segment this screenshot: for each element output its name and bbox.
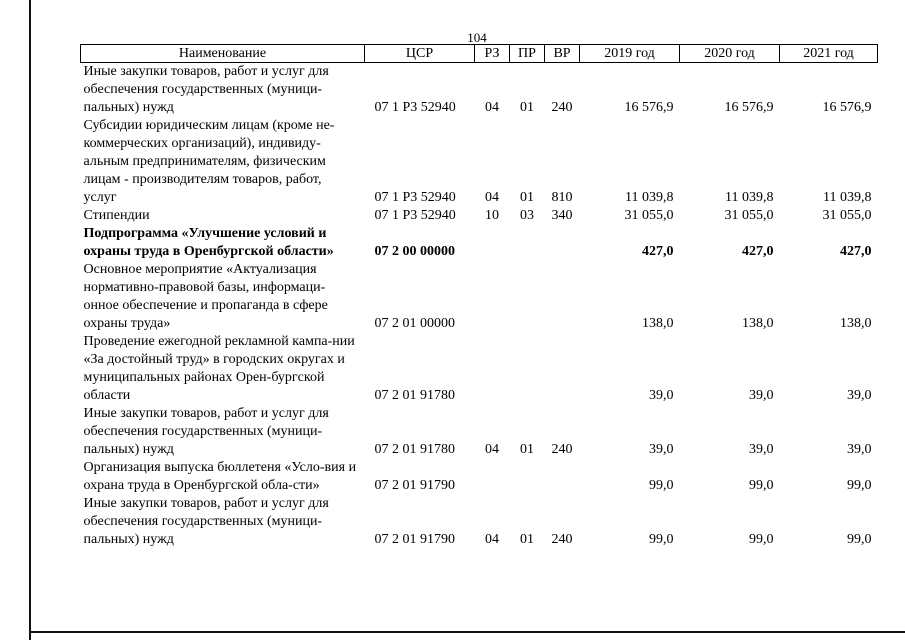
table-row [81, 405, 878, 459]
cell-2020: 138,0 [742, 316, 774, 331]
scan-left-edge [29, 0, 31, 640]
table-row [81, 261, 878, 333]
cell-2021: 99,0 [847, 478, 872, 493]
cell-pr [510, 225, 545, 261]
cell-pr: 01 [520, 100, 534, 115]
cell-rz: 04 [485, 100, 499, 115]
header-rz: РЗ [475, 45, 510, 63]
header-2021: 2021 год [780, 45, 878, 63]
header-name: Наименование [81, 45, 365, 63]
cell-pr: 01 [520, 532, 534, 547]
cell-pr [510, 459, 545, 495]
cell-2021: 138,0 [840, 316, 872, 331]
cell-2021: 16 576,9 [822, 100, 872, 115]
cell-2020: 99,0 [749, 532, 774, 547]
table-row [81, 225, 878, 261]
cell-rz [475, 459, 510, 495]
cell-vr: 240 [551, 532, 573, 547]
table-row [81, 495, 878, 549]
cell-2021: 39,0 [847, 388, 872, 403]
cell-2019: 427,0 [642, 244, 674, 259]
cell-name: Основное мероприятие «Актуализация нормативно-правовой базы, информаци-онное обеспечение и пропаганда в сфере охраны труда» [83, 262, 328, 331]
cell-2020: 11 039,8 [725, 190, 774, 205]
cell-vr: 810 [551, 190, 573, 205]
header-2019: 2019 год [580, 45, 680, 63]
cell-vr [545, 261, 580, 333]
cell-pr: 03 [520, 208, 534, 223]
cell-2019: 138,0 [642, 316, 674, 331]
cell-2020: 31 055,0 [724, 208, 774, 223]
cell-2019: 16 576,9 [624, 100, 674, 115]
cell-rz [475, 225, 510, 261]
page-number: 104 [467, 30, 487, 45]
cell-2021: 31 055,0 [822, 208, 872, 223]
cell-2020: 39,0 [749, 388, 774, 403]
cell-2021: 39,0 [847, 442, 872, 457]
cell-csr: 07 2 01 91780 [374, 442, 455, 457]
cell-vr [545, 225, 580, 261]
cell-rz: 04 [485, 532, 499, 547]
cell-2019: 39,0 [649, 388, 674, 403]
cell-2020: 427,0 [742, 244, 774, 259]
cell-csr: 07 2 01 91790 [374, 478, 455, 493]
cell-name: Проведение ежегодной рекламной кампа-нии «За достойный труд» в городских округах и муниципальных районах Орен-бургской области [83, 334, 355, 403]
cell-name: Подпрограмма «Улучшение условий и охраны труда в Оренбургской области» [83, 226, 334, 259]
scan-bottom-edge [29, 631, 905, 633]
cell-name: Организация выпуска бюллетеня «Усло-вия и охрана труда в Оренбургской обла-сти» [83, 460, 357, 493]
cell-pr [510, 261, 545, 333]
cell-2019: 31 055,0 [624, 208, 674, 223]
cell-name: Иные закупки товаров, работ и услуг для обеспечения государственных (муници-пальных) нужд [83, 64, 329, 115]
cell-csr: 07 2 00 00000 [374, 244, 455, 259]
cell-vr [545, 333, 580, 405]
table-row [81, 333, 878, 405]
header-vr: ВР [545, 45, 580, 63]
cell-2019: 39,0 [649, 442, 674, 457]
cell-rz: 04 [485, 442, 499, 457]
table-row [81, 63, 878, 118]
cell-2019: 99,0 [649, 478, 674, 493]
table-row [81, 117, 878, 207]
cell-vr [545, 459, 580, 495]
cell-2020: 99,0 [749, 478, 774, 493]
cell-2020: 39,0 [749, 442, 774, 457]
cell-csr: 07 1 Р3 52940 [374, 190, 456, 205]
header-2020: 2020 год [680, 45, 780, 63]
cell-csr: 07 1 Р3 52940 [374, 100, 456, 115]
cell-csr: 07 2 01 00000 [374, 316, 455, 331]
cell-2019: 11 039,8 [625, 190, 674, 205]
cell-name: Субсидии юридическим лицам (кроме не-коммерческих организаций), индивиду-альным предпринимателям, физическим лицам - производителям товаров, работ, услуг [83, 118, 335, 205]
cell-pr: 01 [520, 442, 534, 457]
budget-table [80, 44, 878, 549]
cell-2019: 99,0 [649, 532, 674, 547]
cell-name: Иные закупки товаров, работ и услуг для обеспечения государственных (муници-пальных) нужд [83, 496, 329, 547]
cell-pr [510, 333, 545, 405]
header-pr: ПР [510, 45, 545, 63]
table-row [81, 207, 878, 225]
cell-rz: 04 [485, 190, 499, 205]
cell-pr: 01 [520, 190, 534, 205]
cell-name: Иные закупки товаров, работ и услуг для обеспечения государственных (муници-пальных) нужд [83, 406, 329, 457]
cell-rz [475, 261, 510, 333]
header-csr: ЦСР [365, 45, 475, 63]
cell-csr: 07 1 Р3 52940 [374, 208, 456, 223]
cell-2021: 11 039,8 [823, 190, 872, 205]
cell-csr: 07 2 01 91780 [374, 388, 455, 403]
cell-2020: 16 576,9 [724, 100, 774, 115]
cell-csr: 07 2 01 91790 [374, 532, 455, 547]
cell-name: Стипендии [83, 208, 150, 223]
cell-2021: 427,0 [840, 244, 872, 259]
cell-rz: 10 [485, 208, 499, 223]
cell-rz [475, 333, 510, 405]
cell-vr: 240 [551, 442, 573, 457]
table-header-row [81, 45, 878, 63]
cell-vr: 340 [551, 208, 573, 223]
table-body [81, 63, 878, 550]
table-row [81, 459, 878, 495]
cell-2021: 99,0 [847, 532, 872, 547]
cell-vr: 240 [551, 100, 573, 115]
